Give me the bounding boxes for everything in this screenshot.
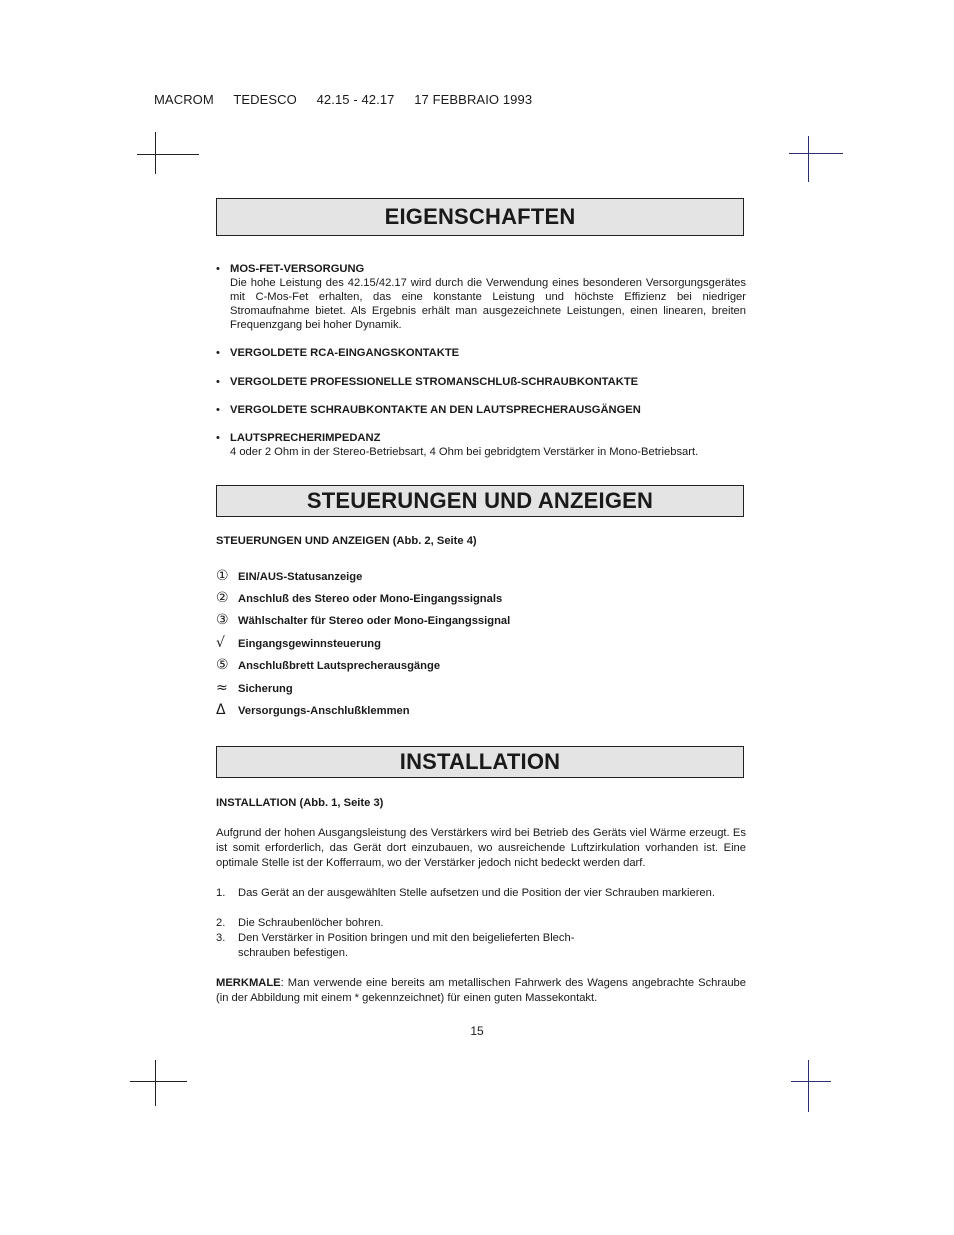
feature-heading: VERGOLDETE SCHRAUBKONTAKTE AN DEN LAUTSPRECHERAUSGÄNGEN <box>230 404 641 416</box>
header-date: 17 FEBBRAIO 1993 <box>414 92 533 107</box>
header-brand: MACROM <box>154 92 214 107</box>
bullet-icon: • <box>216 404 220 416</box>
feature-heading: MOS-FET-VERSORGUNG <box>230 263 365 275</box>
feature-heading: VERGOLDETE RCA-EINGANGSKONTAKTE <box>230 347 460 359</box>
control-label: Eingangsgewinnsteuerung <box>238 638 381 650</box>
control-label: Sicherung <box>238 683 293 695</box>
control-item <box>216 589 502 607</box>
circled-one-icon: ① <box>216 568 229 584</box>
installation-intro: Aufgrund der hohen Ausgangsleistung des Verstärkers wird bei Betrieb des Geräts viel Wärme erzeugt. Es ist somit erforderlich, das Gerät dort einzubauen, wo ausreichende Luftzirkulation vorhanden ist. Eine optimale Stelle ist der Kofferraum, wo der Verstärker jedoch nicht bedeckt werden darf. <box>216 827 746 869</box>
feature-item <box>216 431 746 459</box>
control-item <box>216 634 381 652</box>
crop-mark-bottom-right-h <box>791 1081 831 1082</box>
section-title-steuerungen: STEUERUNGEN UND ANZEIGEN <box>216 485 744 517</box>
note-text: : Man verwende eine bereits am metallischen Fahrwerk des Wagens angebrachte Schraube (in der Abbildung mit einem * gekennzeichnet) für einen guten Massekontakt. <box>216 977 746 1004</box>
step-number: 3. <box>216 932 226 944</box>
control-item <box>216 611 510 629</box>
approx-icon: ≈ <box>216 680 228 696</box>
page-number: 15 <box>470 1024 484 1038</box>
feature-item <box>216 346 746 360</box>
control-label: Anschluß des Stereo oder Mono-Eingangssignals <box>238 593 503 605</box>
section-title-eigenschaften: EIGENSCHAFTEN <box>216 198 744 236</box>
control-item <box>216 701 410 719</box>
circled-three-icon: ③ <box>216 612 229 628</box>
control-label: EIN/AUS-Statusanzeige <box>238 571 363 583</box>
installation-step <box>216 916 746 931</box>
installation-step <box>216 886 746 901</box>
control-label: Anschlußbrett Lautsprecherausgänge <box>238 660 441 672</box>
installation-subtitle: INSTALLATION (Abb. 1, Seite 3) <box>216 797 384 809</box>
control-item <box>216 679 293 697</box>
control-item <box>216 656 440 674</box>
crop-mark-top-left-v <box>155 132 156 174</box>
circled-two-icon: ② <box>216 590 229 606</box>
section-title-installation: INSTALLATION <box>216 746 744 778</box>
feature-text: 4 oder 2 Ohm in der Stereo-Betriebsart, 4 Ohm bei gebridgtem Verstärker in Mono-Betriebsart. <box>230 446 699 458</box>
installation-step <box>216 931 616 961</box>
crop-mark-top-right-h <box>789 153 843 154</box>
feature-text: Die hohe Leistung des 42.15/42.17 wird durch die Verwendung eines besonderen Versorgungsgerätes mit C-Mos-Fet erhalten, das eine konstante Leistung und höchste Effizienz bei niedriger Stromaufnahme bietet. Als Ergebnis erhält man ausgezeichnete Leistungen, einen linearen, breiten Frequenzgang bei hoher Dynamik. <box>230 277 746 331</box>
bullet-icon: • <box>216 432 220 444</box>
control-label: Versorgungs-Anschlußklemmen <box>238 705 410 717</box>
control-item <box>216 567 362 585</box>
step-text: Den Verstärker in Position bringen und mit den beigelieferten Blech-schrauben befestigen. <box>238 932 575 959</box>
crop-mark-bottom-left-h <box>130 1081 187 1082</box>
feature-heading: VERGOLDETE PROFESSIONELLE STROMANSCHLUß-SCHRAUBKONTAKTE <box>230 376 639 388</box>
delta-icon: Δ <box>216 702 226 718</box>
control-label: Wählschalter für Stereo oder Mono-Eingangssignal <box>238 615 511 627</box>
crop-mark-top-right-v <box>808 136 809 182</box>
step-number: 1. <box>216 887 226 899</box>
crop-mark-top-left-h <box>137 154 199 155</box>
bullet-icon: • <box>216 263 220 275</box>
step-text: Die Schraubenlöcher bohren. <box>238 917 384 929</box>
crop-mark-bottom-left-v <box>155 1060 156 1106</box>
square-root-icon: √ <box>216 635 225 651</box>
document-header <box>154 92 548 107</box>
crop-mark-bottom-right-v <box>808 1060 809 1112</box>
bullet-icon: • <box>216 376 220 388</box>
step-text: Das Gerät an der ausgewählten Stelle aufsetzen und die Position der vier Schrauben markieren. <box>238 887 715 899</box>
circled-five-icon: ⑤ <box>216 657 229 673</box>
feature-item <box>216 403 746 417</box>
feature-heading: LAUTSPRECHERIMPEDANZ <box>230 432 381 444</box>
note-label: MERKMALE <box>216 977 281 989</box>
installation-note <box>216 976 746 1006</box>
feature-item <box>216 262 746 332</box>
header-models: 42.15 - 42.17 <box>316 92 395 107</box>
feature-item <box>216 375 746 389</box>
header-language: TEDESCO <box>233 92 297 107</box>
bullet-icon: • <box>216 347 220 359</box>
steuerungen-subtitle: STEUERUNGEN UND ANZEIGEN (Abb. 2, Seite 4) <box>216 535 477 547</box>
step-number: 2. <box>216 917 226 929</box>
